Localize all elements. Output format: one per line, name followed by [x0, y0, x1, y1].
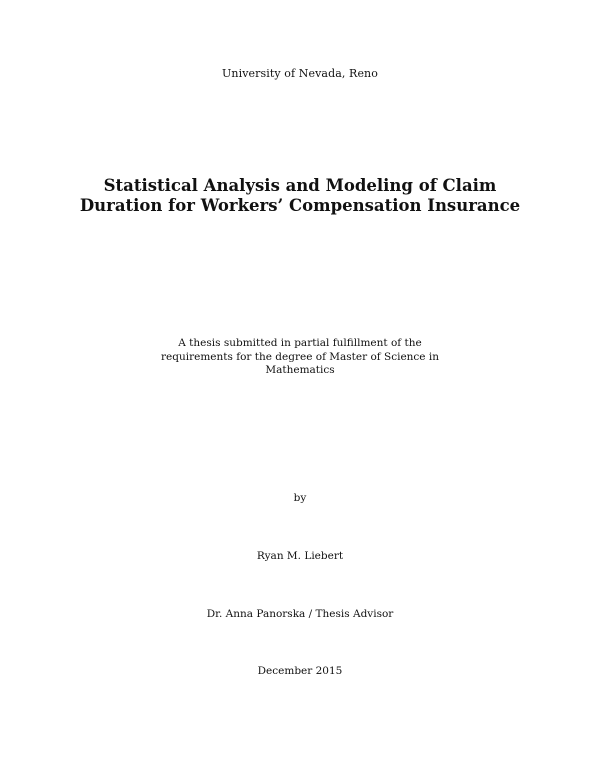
thesis-title-line-1: Statistical Analysis and Modeling of Claim: [103, 176, 497, 195]
degree-statement: [0, 337, 600, 378]
thesis-title-line-2: Duration for Workers’ Compensation Insurance: [79, 196, 521, 215]
author-name: Ryan M. Liebert: [256, 550, 344, 562]
submission-date: December 2015: [257, 665, 343, 677]
degree-statement-line-1: A thesis submitted in partial fulfillment of the: [178, 337, 422, 349]
degree-statement-line-2: requirements for the degree of Master of Science in: [161, 350, 439, 363]
thesis-title: [0, 176, 600, 216]
thesis-advisor: Dr. Anna Panorska / Thesis Advisor: [206, 608, 394, 620]
degree-statement-line-3: Mathematics: [265, 364, 335, 376]
institution-name: University of Nevada, Reno: [222, 67, 378, 80]
by-label: by: [293, 492, 307, 504]
